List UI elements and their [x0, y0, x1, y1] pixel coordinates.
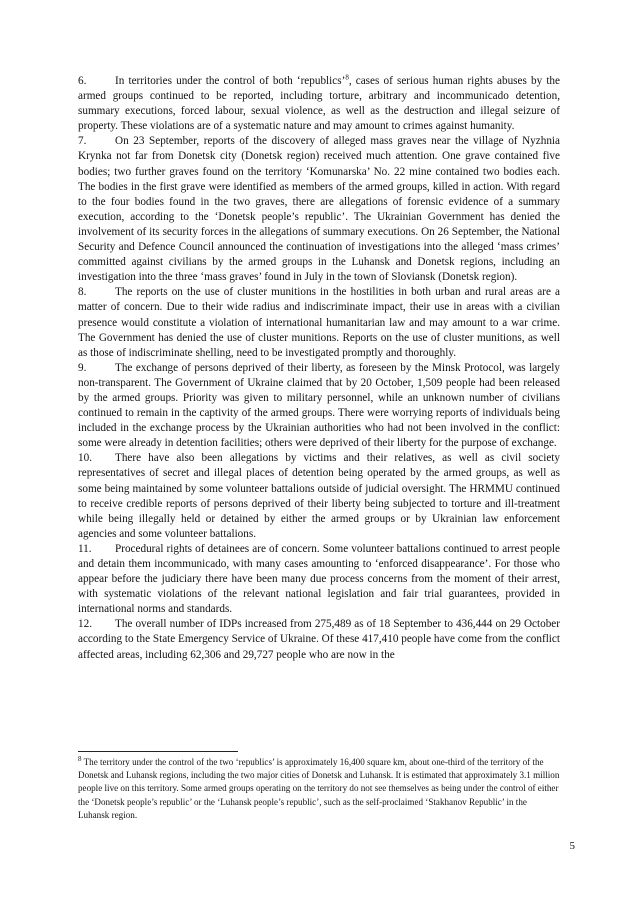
paragraph-number: 7. [78, 135, 87, 148]
paragraph-text: In territories under the control of both ‘republics’ [115, 75, 346, 87]
paragraph-11 [78, 542, 560, 617]
paragraph-text: On 23 September, reports of the discovery of alleged mass graves near the village of Nyzhnia Krynka not far from Donetsk city (Donetsk region) received much attention. One grave contained five bodies; two further graves found on the territory ‘Komunarska’ No. 22 mine contained two bodies each. The bodies in the first grave were identified as members of the armed groups, killed in action. With regard to the four bodies found in the two graves, there are allegations of forensic evidence of a summary execution, according to the ‘Donetsk people’s republic’. The Ukrainian Government has denied the involvement of its security forces in the allegations of summary executions. On 26 September, the National Security and Defence Council announced the continuation of investigations into the alleged ‘mass crimes’ committed against civilians by the armed groups in the Luhansk and Donetsk regions, including an investigation into the three ‘mass graves’ found in July in the town of Sloviansk (Donetsk region). [78, 135, 560, 284]
paragraph-7 [78, 134, 560, 285]
paragraph-10 [78, 451, 560, 542]
footnote [78, 756, 560, 822]
footnote-divider [78, 751, 238, 752]
footnote-reference: 8 [345, 73, 349, 82]
footnote-marker: 8 [78, 754, 82, 763]
paragraph-number: 6. [78, 75, 87, 87]
body-text [78, 74, 560, 663]
paragraph-text: The exchange of persons deprived of their liberty, as foreseen by the Minsk Protocol, was largely non-transparent. The Government of Ukraine claimed that by 20 October, 1,509 people had been released by the armed groups. Priority was given to military personnel, while an unknown number of civilians continued to remain in the captivity of the armed groups. There were worrying reports of individuals being included in the exchange process by the Ukrainian authorities who had not been involved in the conflict: some were already in detention facilities; others were deprived of their liberty for the purpose of exchange. [78, 361, 560, 450]
paragraph-number: 12. [78, 618, 92, 631]
paragraph-text: The reports on the use of cluster munitions in the hostilities in both urban and rural areas are a matter of concern. Due to their wide radius and indiscriminate impact, their use in areas with a civilian presence would constitute a violation of international humanitarian law and may amount to a war crime. The Government has denied the use of cluster munitions. Reports on the use of cluster munitions, as well as those of indiscriminate shelling, need to be investigated promptly and thoroughly. [78, 286, 560, 359]
paragraph-text: Procedural rights of detainees are of concern. Some volunteer battalions continued to arrest people and detain them incommunicado, with many cases amounting to ‘enforced disappearance’. For those who appear before the judiciary there have been many due process concerns from the moment of their arrest, with systematic violations of the relevant national legislation and fair trial guarantees, provided in international norms and standards. [78, 542, 560, 616]
paragraph-8 [78, 285, 560, 360]
paragraph-text: , cases of serious human rights abuses by the armed groups continued to be reported, including torture, arbitrary and incommunicado detention, summary executions, forced labour, sexual violence, as well as the destruction and illegal seizure of property. These violations are of a systematic nature and may amount to crimes against humanity. [78, 75, 560, 133]
paragraph-number: 9. [78, 361, 87, 374]
paragraph-9 [78, 361, 560, 452]
paragraph-6 [78, 74, 560, 134]
footnote-text: The territory under the control of the two ‘republics’ is approximately 16,400 square km, about one-third of the territory of the Donetsk and Luhansk regions, including the two major cities of Donetsk and Luhansk. It is estimated that approximately 3.1 million people live on this territory. Some armed groups operating on the territory do not see themselves as being under the control of either the ‘Donetsk people’s republic’ or the ‘Luhansk people’s republic’, such as the self-proclaimed ‘Stakhanov Republic’ in the Luhansk region. [78, 757, 560, 820]
paragraph-number: 10. [78, 452, 92, 465]
paragraph-text: The overall number of IDPs increased from 275,489 as of 18 September to 436,444 on 29 October according to the State Emergency Service of Ukraine. Of these 417,410 people have come from the conflict affected areas, including 62,306 and 29,727 people who are now in the [78, 618, 560, 661]
paragraph-number: 11. [78, 542, 92, 555]
paragraph-number: 8. [78, 286, 87, 299]
paragraph-text: There have also been allegations by victims and their relatives, as well as civil society representatives of secret and illegal places of detention being operated by the armed groups, as well as some being maintained by some volunteer battalions outside of judicial oversight. The HRMMU continued to receive credible reports of persons deprived of their liberty being subjected to torture and ill-treatment while being illegally held or detained by either the armed groups or by Ukrainian law enforcement agencies and some volunteer battalions. [78, 452, 560, 540]
page-number: 5 [569, 840, 575, 852]
paragraph-12 [78, 617, 560, 662]
